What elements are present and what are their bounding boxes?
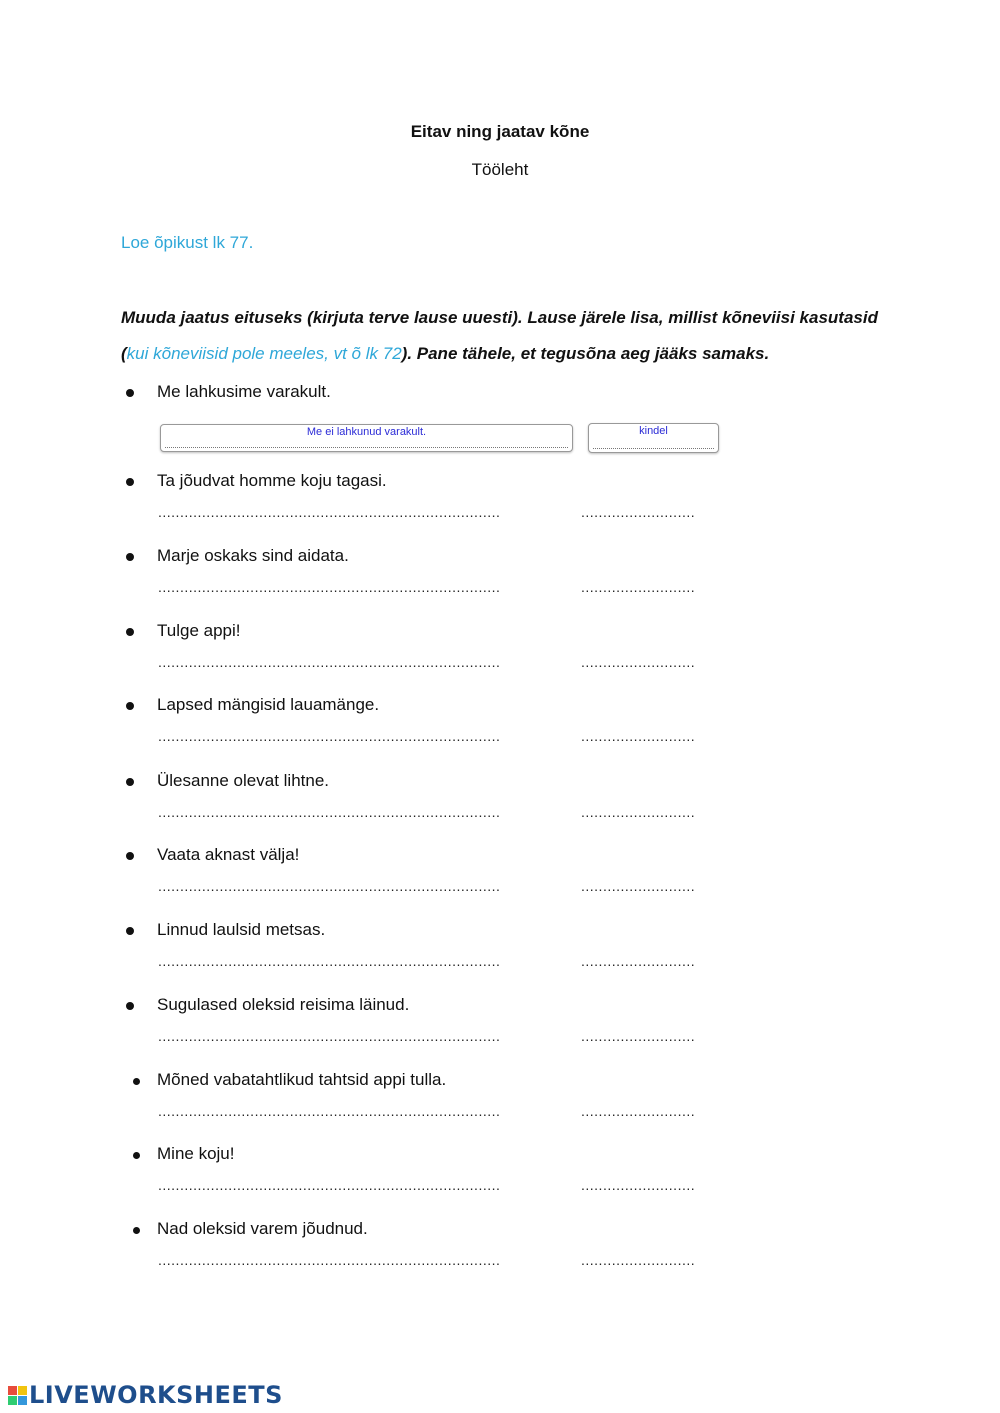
exercise-sentence: Sugulased oleksid reisima läinud. <box>157 995 410 1014</box>
exercise-item <box>0 994 1000 1064</box>
answer-line[interactable]: .............................................................................. <box>158 728 501 744</box>
exercise-sentence: Ülesanne olevat lihtne. <box>157 771 330 790</box>
exercise-item <box>0 1218 1000 1288</box>
mood-line[interactable]: .......................... <box>581 804 696 820</box>
mood-value: kindel <box>639 425 668 437</box>
mood-line[interactable]: .......................... <box>581 1103 696 1119</box>
mood-line[interactable]: .......................... <box>581 878 696 894</box>
exercise-item <box>0 620 1000 690</box>
mood-line[interactable]: .......................... <box>581 1252 696 1268</box>
bullet <box>133 1152 140 1159</box>
answer-value: Me ei lahkunud varakult. <box>306 426 427 438</box>
bullet <box>126 628 134 636</box>
bullet <box>126 852 134 860</box>
exercise-sentence: Mine koju! <box>157 1144 235 1163</box>
exercise-item <box>0 381 1000 451</box>
mood-dotline <box>593 448 714 449</box>
mood-line[interactable]: .......................... <box>581 504 696 520</box>
instruction-link[interactable]: kui kõneviisid pole meeles, vt õ lk 72 <box>126 344 402 363</box>
exercise-item <box>0 1069 1000 1139</box>
mood-line[interactable]: .......................... <box>581 953 696 969</box>
exercise-item <box>0 919 1000 989</box>
bullet <box>126 778 134 786</box>
answer-line[interactable]: .............................................................................. <box>158 1252 501 1268</box>
exercise-item <box>0 770 1000 840</box>
exercise-sentence: Marje oskaks sind aidata. <box>157 546 349 565</box>
exercise-sentence: Ta jõudvat homme koju tagasi. <box>157 471 387 490</box>
page-subtitle: Tööleht <box>471 160 529 179</box>
answer-line[interactable]: .............................................................................. <box>158 504 501 520</box>
answer-dotline <box>165 447 568 448</box>
bullet <box>126 478 134 486</box>
logo-block <box>18 1386 27 1395</box>
instruction-text-2: ). Pane tähele, et tegusõna aeg jääks samaks. <box>401 344 770 363</box>
logo-blocks-icon <box>8 1386 27 1405</box>
answer-line[interactable]: .............................................................................. <box>158 804 501 820</box>
mood-line[interactable]: .......................... <box>581 1028 696 1044</box>
exercise-sentence: Lapsed mängisid lauamänge. <box>157 695 380 714</box>
logo-block <box>8 1396 17 1405</box>
logo-block <box>18 1396 27 1405</box>
instruction-text-1: Muuda jaatus eituseks (kirjuta terve lause uuesti). Lause järele lisa, millist kõneviisi kasutasid ( <box>121 308 878 363</box>
answer-line[interactable]: .............................................................................. <box>158 878 501 894</box>
answer-line[interactable]: .............................................................................. <box>158 1177 501 1193</box>
page-title: Eitav ning jaatav kõne <box>410 122 590 141</box>
instruction <box>121 300 878 372</box>
mood-input[interactable] <box>588 423 719 453</box>
bullet <box>126 389 134 397</box>
answer-line[interactable]: .............................................................................. <box>158 1103 501 1119</box>
answer-line[interactable]: .............................................................................. <box>158 1028 501 1044</box>
exercise-item <box>0 694 1000 764</box>
answer-input[interactable] <box>160 424 573 452</box>
bullet <box>126 553 134 561</box>
exercise-sentence: Me lahkusime varakult. <box>157 382 331 401</box>
bullet <box>133 1227 140 1234</box>
exercise-item <box>0 844 1000 914</box>
exercise-item <box>0 1143 1000 1213</box>
answer-line[interactable]: .............................................................................. <box>158 953 501 969</box>
exercise-sentence: Nad oleksid varem jõudnud. <box>157 1219 368 1238</box>
bullet <box>133 1078 140 1085</box>
answer-line[interactable]: .............................................................................. <box>158 654 501 670</box>
mood-line[interactable]: .......................... <box>581 728 696 744</box>
exercise-item <box>0 545 1000 615</box>
bullet <box>126 702 134 710</box>
logo-text: LIVEWORKSHEETS <box>29 1381 283 1409</box>
exercise-item <box>0 470 1000 540</box>
bullet <box>126 1002 134 1010</box>
exercise-sentence: Mõned vabatahtlikud tahtsid appi tulla. <box>157 1070 447 1089</box>
exercise-sentence: Vaata aknast välja! <box>157 845 300 864</box>
read-note: Loe õpikust lk 77. <box>121 233 254 252</box>
mood-line[interactable]: .......................... <box>581 1177 696 1193</box>
exercise-sentence: Tulge appi! <box>157 621 241 640</box>
liveworksheets-logo[interactable] <box>8 1380 283 1410</box>
mood-line[interactable]: .......................... <box>581 579 696 595</box>
logo-block <box>8 1386 17 1395</box>
answer-line[interactable]: .............................................................................. <box>158 579 501 595</box>
exercise-sentence: Linnud laulsid metsas. <box>157 920 326 939</box>
mood-line[interactable]: .......................... <box>581 654 696 670</box>
bullet <box>126 927 134 935</box>
